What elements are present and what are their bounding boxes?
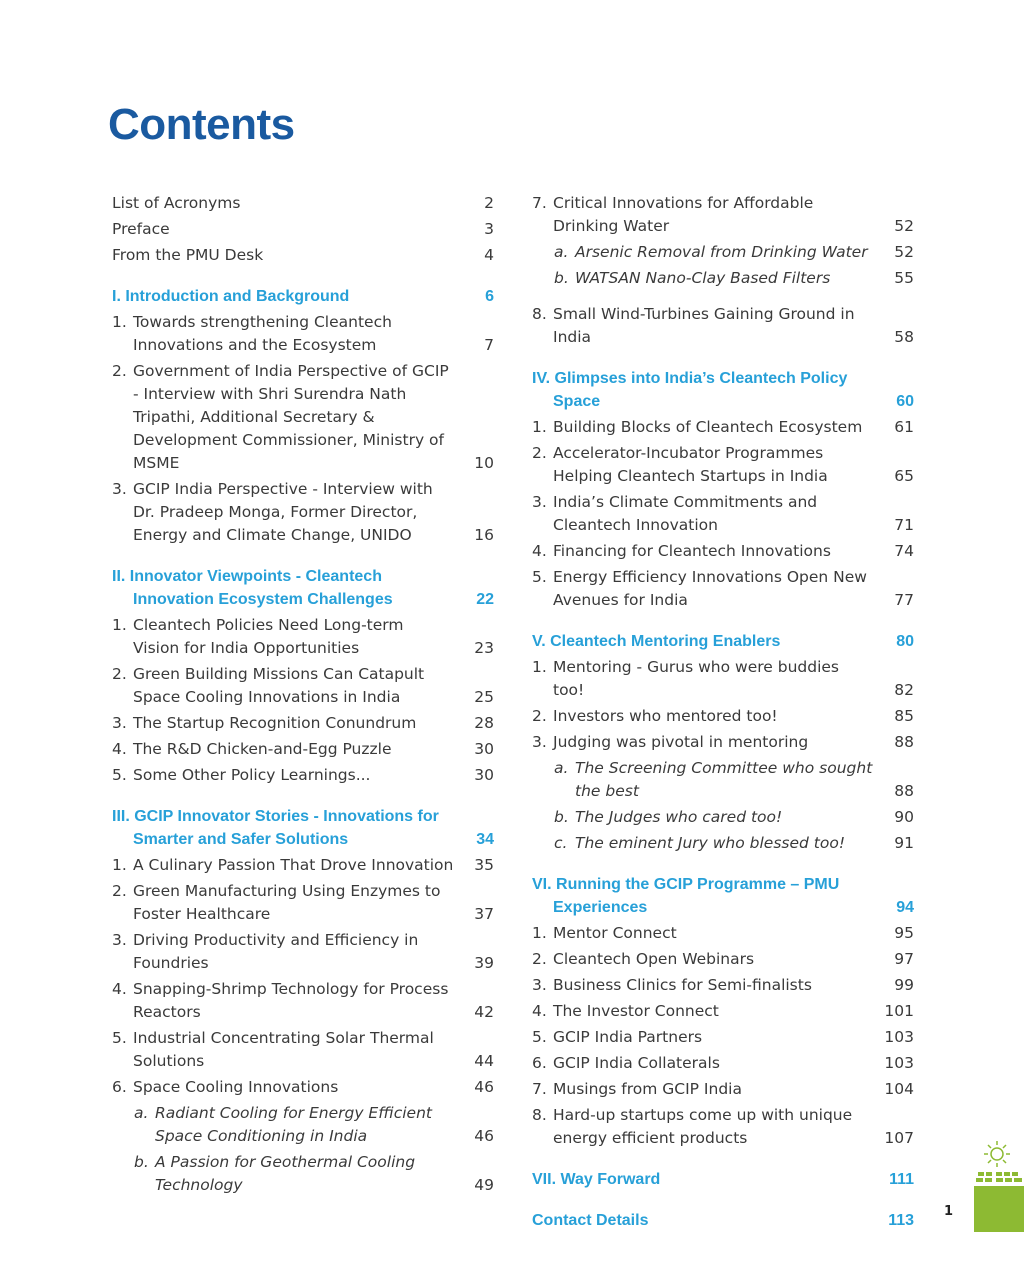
toc-entry-number: 3. (112, 931, 127, 949)
toc-entry-title: Mentoring - Gurus who were buddies too! (553, 658, 839, 699)
toc-entry-gcip-india-perspective-interview-with-dr[interactable] (112, 478, 494, 547)
toc-entry-cleantech-policies-need-long-term-vision[interactable] (112, 614, 494, 660)
toc-entry-watsan-nano-clay-based-filters[interactable] (532, 267, 914, 290)
toc-entry-page: 88 (894, 733, 914, 751)
toc-entry-page: 39 (474, 954, 494, 972)
toc-entry-number: a. (134, 1104, 149, 1122)
toc-entry-page: 97 (894, 950, 914, 968)
toc-entry-title: The eminent Jury who blessed too! (575, 834, 846, 852)
toc-entry-number: a. (554, 759, 569, 777)
toc-entry-page: 113 (888, 1212, 914, 1229)
toc-entry-the-r-d-chicken-and-egg-puzzle[interactable] (112, 738, 494, 761)
toc-entry-cleantech-open-webinars[interactable] (532, 948, 914, 971)
toc-entry-number: 3. (532, 493, 547, 511)
toc-entry-title: Cleantech Policies Need Long-term Vision for India Opportunities (133, 616, 404, 657)
toc-entry-the-judges-who-cared-too[interactable] (532, 806, 914, 829)
toc-entry-page: 46 (474, 1127, 494, 1145)
toc-entry-title: V. Cleantech Mentoring Enablers (532, 633, 781, 650)
toc-entry-number: a. (554, 243, 569, 261)
toc-entry-title: The Investor Connect (553, 1002, 719, 1020)
toc-entry-small-wind-turbines-gaining-ground-in-in[interactable] (532, 303, 914, 349)
toc-column-right (532, 192, 914, 1235)
toc-entry-number: 3. (112, 714, 127, 732)
toc-entry-page: 80 (896, 633, 914, 650)
toc-entry-green-manufacturing-using-enzymes-to-fos[interactable] (112, 880, 494, 926)
toc-entry-page: 30 (474, 766, 494, 784)
toc-entry-musings-from-gcip-india[interactable] (532, 1078, 914, 1101)
toc-entry-title: Judging was pivotal in mentoring (553, 733, 809, 751)
toc-entry-number: 4. (532, 542, 547, 560)
toc-entry-number: 5. (532, 568, 547, 586)
toc-entry-title: Accelerator-Incubator Programmes Helping Cleantech Startups in India (553, 444, 828, 485)
toc-entry-title: Radiant Cooling for Energy Efficient Space Conditioning in India (155, 1104, 432, 1145)
toc-entry-title: Green Manufacturing Using Enzymes to Foster Healthcare (133, 882, 441, 923)
toc-entry-page: 4 (484, 246, 494, 264)
toc-entry-from-the-pmu-desk[interactable] (112, 244, 494, 267)
toc-entry-title: Towards strengthening Cleantech Innovations and the Ecosystem (133, 313, 392, 354)
toc-entry-page: 16 (474, 526, 494, 544)
toc-entry-number: 5. (532, 1028, 547, 1046)
toc-entry-title: Arsenic Removal from Drinking Water (575, 243, 868, 261)
toc-entry-title: II. Innovator Viewpoints - Cleantech Innovation Ecosystem Challenges (112, 568, 393, 608)
toc-entry-title: Green Building Missions Can Catapult Space Cooling Innovations in India (133, 665, 425, 706)
toc-section-ii-innovator-viewpoints-cleantech-innova[interactable] (112, 565, 494, 611)
toc-entry-title: GCIP India Partners (553, 1028, 703, 1046)
toc-entry-title: III. GCIP Innovator Stories - Innovations for Smarter and Safer Solutions (112, 808, 439, 848)
toc-entry-number: 8. (532, 1106, 547, 1124)
toc-entry-number: 1. (112, 616, 127, 634)
toc-entry-government-of-india-perspective-of-gcip-[interactable] (112, 360, 494, 475)
toc-entry-green-building-missions-can-catapult-spa[interactable] (112, 663, 494, 709)
toc-entry-gcip-india-collaterals[interactable] (532, 1052, 914, 1075)
toc-entry-preface[interactable] (112, 218, 494, 241)
toc-entry-number: 6. (532, 1054, 547, 1072)
toc-entry-title: Critical Innovations for Affordable Drinking Water (553, 194, 814, 235)
toc-entry-title: Mentor Connect (553, 924, 677, 942)
toc-entry-number: 2. (112, 665, 127, 683)
toc-entry-title: The Screening Committee who sought the best (575, 759, 873, 800)
toc-entry-page: 2 (484, 194, 494, 212)
toc-entry-page: 74 (894, 542, 914, 560)
toc-entry-title: The R&D Chicken-and-Egg Puzzle (133, 740, 392, 758)
toc-entry-title: Driving Productivity and Efficiency in Foundries (133, 931, 419, 972)
toc-section-i-introduction-and-background[interactable] (112, 285, 494, 308)
toc-entry-page: 101 (884, 1002, 914, 1020)
toc-entry-title: From the PMU Desk (112, 246, 264, 264)
toc-entry-title: Building Blocks of Cleantech Ecosystem (553, 418, 863, 436)
toc-entry-page: 35 (474, 856, 494, 874)
toc-entry-title: A Passion for Geothermal Cooling Technology (155, 1153, 416, 1194)
toc-entry-number: 1. (532, 924, 547, 942)
toc-entry-page: 52 (894, 243, 914, 261)
toc-entry-title: GCIP India Collaterals (553, 1054, 720, 1072)
toc-entry-page: 104 (884, 1080, 914, 1098)
toc-entry-title: Financing for Cleantech Innovations (553, 542, 831, 560)
toc-entry-page: 95 (894, 924, 914, 942)
toc-entry-number: 7. (532, 194, 547, 212)
toc-entry-title: Space Cooling Innovations (133, 1078, 339, 1096)
toc-entry-the-investor-connect[interactable] (532, 1000, 914, 1023)
toc-entry-page: 82 (894, 681, 914, 699)
toc-entry-number: 3. (532, 733, 547, 751)
toc-entry-driving-productivity-and-efficiency-in-f[interactable] (112, 929, 494, 975)
toc-entry-page: 103 (884, 1054, 914, 1072)
toc-section-vii-way-forward[interactable] (532, 1168, 914, 1191)
toc-entry-page: 58 (894, 328, 914, 346)
toc-entry-mentoring-gurus-who-were-buddies-too[interactable] (532, 656, 914, 702)
toc-entry-some-other-policy-learnings[interactable] (112, 764, 494, 787)
toc-entry-title: VII. Way Forward (532, 1171, 661, 1188)
toc-section-vi-running-the-gcip-programme-pmu-experi[interactable] (532, 873, 914, 919)
toc-entry-page: 91 (894, 834, 914, 852)
toc-entry-number: 2. (532, 444, 547, 462)
toc-entry-number: 2. (532, 950, 547, 968)
sun-solar-panel-icon (974, 1136, 1024, 1232)
toc-entry-number: b. (554, 269, 569, 287)
toc-entry-title: Cleantech Open Webinars (553, 950, 755, 968)
toc-entry-gcip-india-partners[interactable] (532, 1026, 914, 1049)
toc-entry-accelerator-incubator-programmes-helping[interactable] (532, 442, 914, 488)
toc-entry-the-startup-recognition-conundrum[interactable] (112, 712, 494, 735)
toc-entry-list-of-acronyms[interactable] (112, 192, 494, 215)
toc-column-left (112, 192, 494, 1200)
toc-entry-energy-efficiency-innovations-open-new-a[interactable] (532, 566, 914, 612)
toc-entry-number: 3. (532, 976, 547, 994)
toc-section-contact-details[interactable] (532, 1209, 914, 1232)
toc-entry-page: 49 (474, 1176, 494, 1194)
toc-entry-title: India’s Climate Commitments and Cleantech Innovation (553, 493, 818, 534)
toc-entry-title: Some Other Policy Learnings... (133, 766, 371, 784)
toc-entry-page: 3 (484, 220, 494, 238)
toc-entry-radiant-cooling-for-energy-efficient-spa[interactable] (112, 1102, 494, 1148)
toc-entry-title: WATSAN Nano-Clay Based Filters (575, 269, 831, 287)
toc-entry-title: VI. Running the GCIP Programme – PMU Experiences (532, 876, 840, 916)
toc-entry-page: 25 (474, 688, 494, 706)
toc-entry-page: 65 (894, 467, 914, 485)
toc-section-v-cleantech-mentoring-enablers[interactable] (532, 630, 914, 653)
toc-entry-number: 2. (112, 882, 127, 900)
toc-entry-page: 34 (476, 831, 494, 848)
toc-entry-investors-who-mentored-too[interactable] (532, 705, 914, 728)
page-number: 1 (944, 1204, 954, 1219)
toc-entry-number: c. (554, 834, 568, 852)
toc-entry-number: 4. (112, 980, 127, 998)
toc-entry-building-blocks-of-cleantech-ecosystem[interactable] (532, 416, 914, 439)
toc-entry-number: 6. (112, 1078, 127, 1096)
toc-entry-page: 60 (896, 393, 914, 410)
toc-entry-title: Musings from GCIP India (553, 1080, 742, 1098)
toc-entry-number: 7. (532, 1080, 547, 1098)
toc-entry-page: 37 (474, 905, 494, 923)
toc-entry-hard-up-startups-come-up-with-unique-ene[interactable] (532, 1104, 914, 1150)
toc-entry-title: A Culinary Passion That Drove Innovation (133, 856, 454, 874)
toc-entry-a-passion-for-geothermal-cooling-technol[interactable] (112, 1151, 494, 1197)
toc-entry-title: Preface (112, 220, 170, 238)
toc-entry-title: The Judges who cared too! (575, 808, 783, 826)
toc-entry-title: GCIP India Perspective - Interview with Dr. Pradeep Monga, Former Director, Energy and Climate Change, UNIDO (133, 480, 433, 544)
toc-entry-page: 107 (884, 1129, 914, 1147)
toc-entry-title: Industrial Concentrating Solar Thermal Solutions (133, 1029, 434, 1070)
toc-entry-number: 5. (112, 766, 127, 784)
toc-entry-page: 55 (894, 269, 914, 287)
toc-entry-title: Hard-up startups come up with unique energy efficient products (553, 1106, 853, 1147)
toc-entry-title: Small Wind-Turbines Gaining Ground in India (553, 305, 855, 346)
toc-entry-page: 42 (474, 1003, 494, 1021)
toc-section-iii-gcip-innovator-stories-innovations-f[interactable] (112, 805, 494, 851)
toc-entry-number: 1. (532, 658, 547, 676)
toc-entry-page: 30 (474, 740, 494, 758)
toc-entry-page: 46 (474, 1078, 494, 1096)
toc-entry-industrial-concentrating-solar-thermal-s[interactable] (112, 1027, 494, 1073)
toc-entry-snapping-shrimp-technology-for-process-r[interactable] (112, 978, 494, 1024)
toc-entry-number: 1. (112, 856, 127, 874)
toc-entry-the-screening-committee-who-sought-the-b[interactable] (532, 757, 914, 803)
toc-entry-page: 71 (894, 516, 914, 534)
toc-entry-business-clinics-for-semi-finalists[interactable] (532, 974, 914, 997)
toc-entry-title: The Startup Recognition Conundrum (133, 714, 417, 732)
toc-entry-financing-for-cleantech-innovations[interactable] (532, 540, 914, 563)
toc-entry-page: 94 (896, 899, 914, 916)
toc-entry-page: 61 (894, 418, 914, 436)
toc-entry-page: 44 (474, 1052, 494, 1070)
toc-entry-india-s-climate-commitments-and-cleantec[interactable] (532, 491, 914, 537)
toc-entry-number: 4. (532, 1002, 547, 1020)
toc-entry-number: 2. (112, 362, 127, 380)
page-title: Contents (108, 100, 295, 149)
toc-entry-page: 52 (894, 217, 914, 235)
toc-entry-a-culinary-passion-that-drove-innovation[interactable] (112, 854, 494, 877)
toc-entry-title: Snapping-Shrimp Technology for Process Reactors (133, 980, 449, 1021)
toc-entry-title: I. Introduction and Background (112, 288, 350, 305)
toc-entry-mentor-connect[interactable] (532, 922, 914, 945)
toc-section-iv-glimpses-into-india-s-cleantech-polic[interactable] (532, 367, 914, 413)
toc-entry-title: List of Acronyms (112, 194, 241, 212)
toc-entry-page: 77 (894, 591, 914, 609)
toc-entry-title: Energy Efficiency Innovations Open New Avenues for India (553, 568, 867, 609)
toc-entry-title: Investors who mentored too! (553, 707, 778, 725)
toc-entry-page: 111 (889, 1171, 914, 1188)
toc-entry-title: Contact Details (532, 1212, 649, 1229)
toc-entry-page: 99 (894, 976, 914, 994)
toc-entry-number: 5. (112, 1029, 127, 1047)
toc-entry-page: 7 (484, 336, 494, 354)
toc-entry-critical-innovations-for-affordable-drin[interactable] (532, 192, 914, 238)
toc-entry-number: 2. (532, 707, 547, 725)
toc-entry-number: 4. (112, 740, 127, 758)
toc-entry-judging-was-pivotal-in-mentoring[interactable] (532, 731, 914, 754)
toc-entry-towards-strengthening-cleantech-innovati[interactable] (112, 311, 494, 357)
toc-entry-arsenic-removal-from-drinking-water[interactable] (532, 241, 914, 264)
toc-entry-page: 6 (485, 288, 494, 305)
toc-entry-page: 10 (474, 454, 494, 472)
toc-entry-title: Government of India Perspective of GCIP - Interview with Shri Surendra Nath Tripathi, Additional Secretary & Development Commissioner, Ministry of MSME (133, 362, 449, 472)
toc-entry-page: 22 (476, 591, 494, 608)
toc-entry-page: 103 (884, 1028, 914, 1046)
toc-entry-page: 28 (474, 714, 494, 732)
toc-entry-page: 90 (894, 808, 914, 826)
toc-entry-the-eminent-jury-who-blessed-too[interactable] (532, 832, 914, 855)
toc-entry-title: Business Clinics for Semi-finalists (553, 976, 812, 994)
toc-entry-page: 85 (894, 707, 914, 725)
toc-entry-space-cooling-innovations[interactable] (112, 1076, 494, 1099)
toc-entry-page: 23 (474, 639, 494, 657)
toc-entry-number: b. (134, 1153, 149, 1171)
toc-entry-title: IV. Glimpses into India’s Cleantech Policy Space (532, 370, 848, 410)
toc-entry-page: 88 (894, 782, 914, 800)
toc-entry-number: 1. (532, 418, 547, 436)
toc-entry-number: 3. (112, 480, 127, 498)
toc-entry-number: 1. (112, 313, 127, 331)
toc-entry-number: b. (554, 808, 569, 826)
toc-entry-number: 8. (532, 305, 547, 323)
